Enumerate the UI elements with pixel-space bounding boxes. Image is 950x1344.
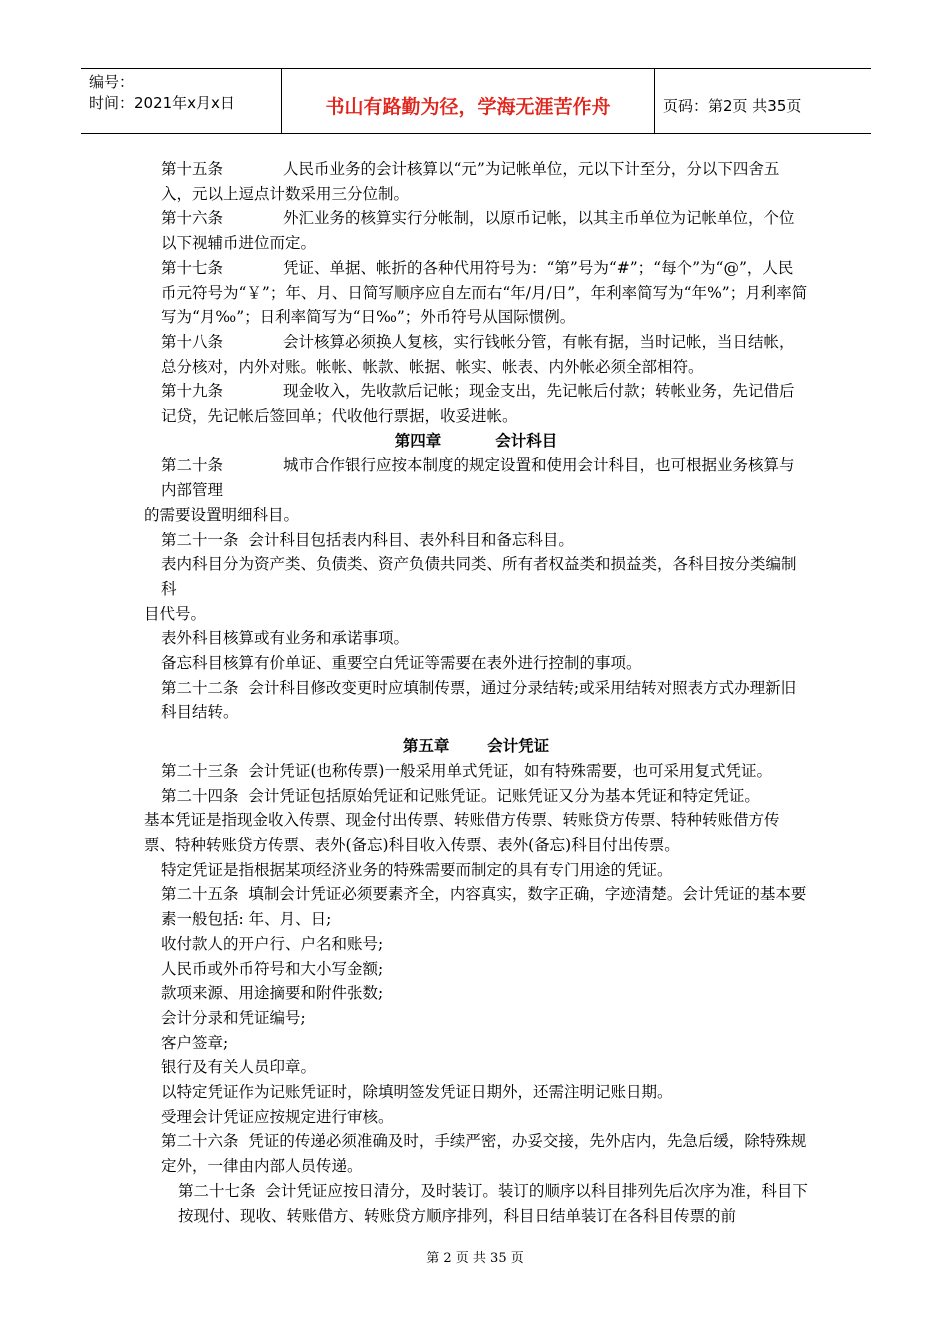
- body-paragraph: 以特定凭证作为记账凭证时，除填明签发凭证日期外，还需注明记账日期。: [161, 1083, 673, 1102]
- body-paragraph: 基本凭证是指现金收入传票、现金付出传票、转账借方传票、转账贷方传票、特种转账借方传票、特种转账贷方传票、表外(备忘)科目收入传票、表外(备忘)科目付出传票。: [144, 811, 780, 854]
- body-paragraph: 款项来源、用途摘要和附件张数;: [161, 984, 384, 1003]
- article-number: 第十九条: [161, 382, 224, 401]
- chapter-heading: 第五章 会计凭证: [402, 736, 550, 756]
- body-paragraph: 第二十七条 会计凭证应按日清分，及时装订。装订的顺序以科目排列先后次序为准，科目下按现付、现收、转账借方、转账贷方顺序排列，科目日结单装订在各科目传票的前: [178, 1181, 808, 1225]
- body-paragraph: 收付款人的开户行、户名和账号;: [161, 934, 384, 953]
- article-paragraph: [144, 206, 808, 255]
- article-text: 现金收入，先收款后记帐；现金支出，先记帐后付款；转帐业务，先记借后记贷，先记帐后签回单；代收他行票据，收妥进帐。: [161, 382, 795, 426]
- article-text: 凭证、单据、帐折的各种代用符号为：“第”号为“#”；“每个”为“@”，人民币元符号为“￥”；年、月、日简写顺序应自左而右“年/月/日”，年利率简写为“年%”；月利率简写为“月‰”；日利率简写为“日‰”；外币符号从国际惯例。: [161, 258, 808, 327]
- header-meta: [81, 69, 282, 133]
- document-body: [144, 157, 808, 1228]
- article-number: 第十七条: [161, 258, 224, 277]
- body-paragraph: 第二十五条 填制会计凭证必须要素齐全，内容真实，数字正确，字迹清楚。会计凭证的基本要素一般包括: 年、月、日;: [161, 885, 807, 929]
- body-paragraph: 银行及有关人员印章。: [161, 1058, 317, 1077]
- header-motto: 书山有路勤为径，学海无涯苦作舟: [282, 69, 655, 133]
- article-text: 城市合作银行应按本制度的规定设置和使用会计科目，也可根据业务核算与内部管理: [161, 456, 795, 500]
- article-number: 第十五条: [161, 160, 224, 178]
- chapter-heading: 第四章 会计科目: [394, 430, 558, 450]
- body-paragraph: 第二十三条 会计凭证(也称传票)一般采用单式凭证，如有特殊需要，也可采用复式凭证。: [161, 761, 772, 780]
- header-page-info: 页码：第2页 共35页: [663, 96, 802, 115]
- body-paragraph: 第二十二条 会计科目修改变更时应填制传票，通过分录结转;或采用结转对照表方式办理新旧科目结转。: [161, 678, 797, 722]
- article-paragraph: [144, 379, 808, 428]
- article-text: 人民币业务的会计核算以“元”为记帐单位，元以下计至分，分以下四舍五入，元以上逗点计数采用三分位制。: [161, 160, 780, 203]
- document-number-label: 编号：: [89, 73, 135, 91]
- body-paragraph: 表内科目分为资产类、负债类、资产负债共同类、所有者权益类和损益类，各科目按分类编制科: [161, 555, 797, 598]
- article-paragraph: [144, 256, 808, 330]
- body-paragraph: 受理会计凭证应按规定进行审核。: [161, 1107, 394, 1126]
- body-paragraph: 的需要设置明细科目。: [144, 505, 300, 524]
- body-paragraph: 第二十四条 会计凭证包括原始凭证和记账凭证。记账凭证又分为基本凭证和特定凭证。: [161, 786, 760, 805]
- article-paragraph: [144, 453, 808, 502]
- body-paragraph: 第二十六条 凭证的传递必须准确及时，手续严密，办妥交接，先外店内，先急后缓，除特殊规定外，一律由内部人员传递。: [161, 1132, 807, 1176]
- body-paragraph: 表外科目核算或有业务和承诺事项。: [161, 629, 410, 648]
- article-number: 第十六条: [161, 209, 224, 228]
- body-paragraph: 会计分录和凭证编号;: [161, 1008, 306, 1027]
- document-date-label: 时间：2021年x月x日: [89, 94, 235, 112]
- body-paragraph: 特定凭证是指根据某项经济业务的特殊需要而制定的具有专门用途的凭证。: [161, 860, 673, 879]
- body-paragraph: 客户签章;: [161, 1033, 229, 1052]
- article-number: 第二十条: [161, 456, 224, 475]
- article-text: 外汇业务的核算实行分帐制，以原币记帐，以其主币单位为记帐单位，个位以下视辅币进位而定。: [161, 209, 795, 253]
- article-number: 第十八条: [161, 332, 224, 351]
- page-header: [81, 68, 871, 134]
- body-paragraph: 第二十一条 会计科目包括表内科目、表外科目和备忘科目。: [161, 530, 574, 549]
- article-paragraph: [144, 157, 808, 206]
- article-paragraph: [144, 330, 808, 379]
- body-paragraph: 人民币或外币符号和大小写金额;: [161, 959, 384, 978]
- page-footer: 第 2 页 共 35 页: [426, 1251, 524, 1266]
- body-paragraph: 备忘科目核算有价单证、重要空白凭证等需要在表外进行控制的事项。: [161, 654, 642, 673]
- body-paragraph: 目代号。: [144, 604, 207, 623]
- article-text: 会计核算必须换人复核，实行钱帐分管，有帐有据，当时记帐，当日结帐，总分核对，内外对账。帐帐、帐款、帐据、帐实、帐表、内外帐必须全部相符。: [161, 332, 795, 376]
